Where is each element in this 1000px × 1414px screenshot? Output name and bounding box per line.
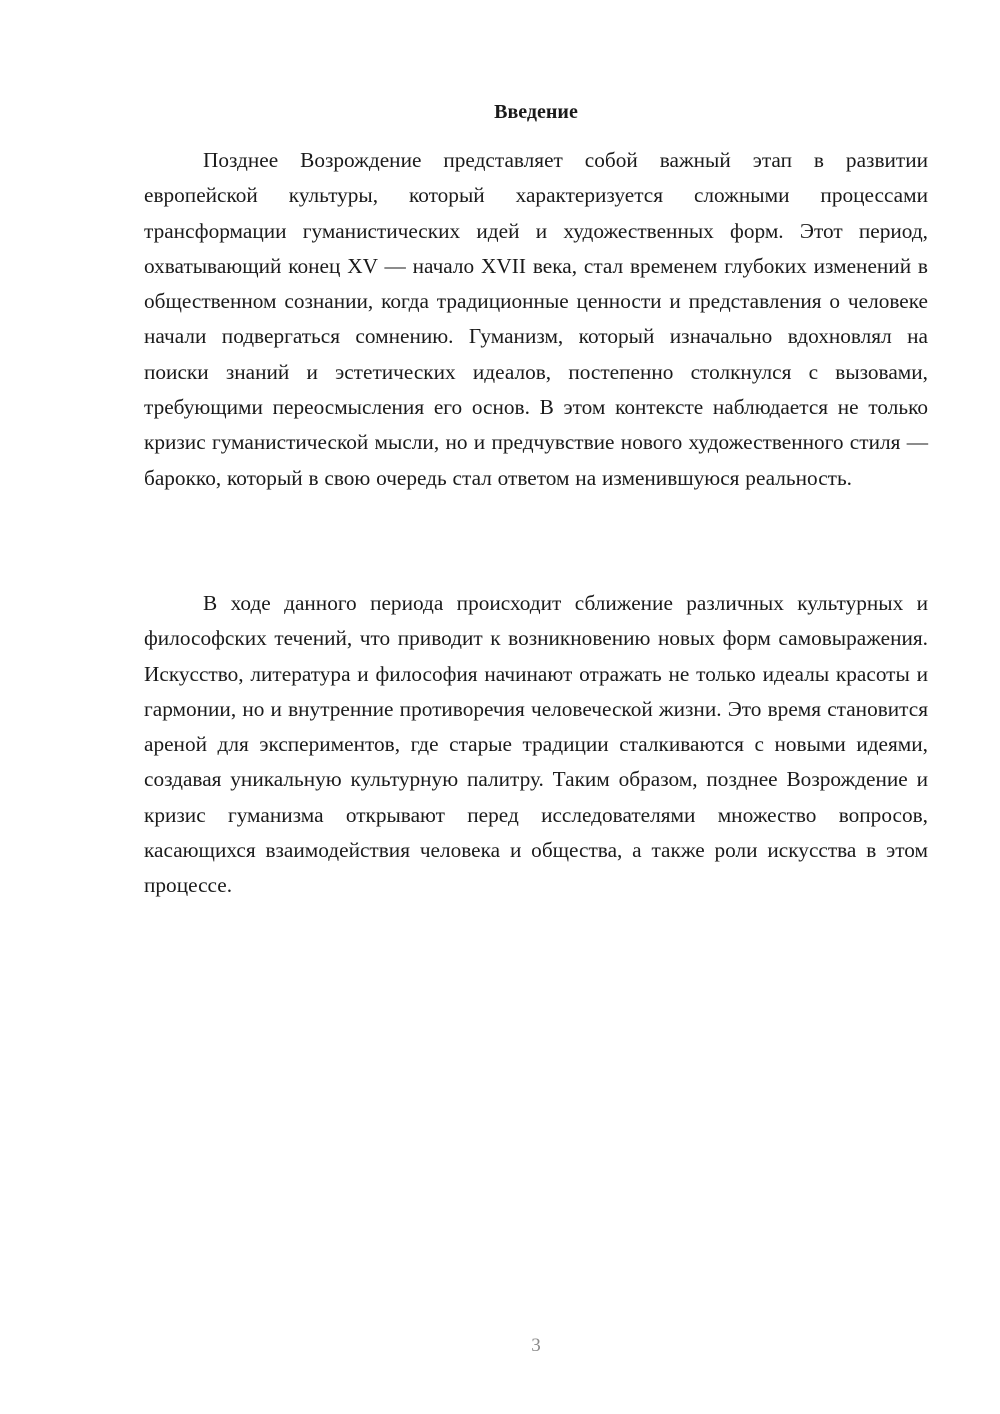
paragraph-1: Позднее Возрождение представляет собой важный этап в развитии европейской культуры, который характеризуется сложными процессами трансформации гуманистических идей и художественных форм. Этот период, охватывающий конец XV — начало XVII века, стал временем глубоких изменений в общественном сознании, когда традиционные ценности и представления о человеке начали подвергаться сомнению. Гуманизм, который изначально вдохновлял на поиски знаний и эстетических идеалов, постепенно столкнулся с вызовами, требующими переосмысления его основ. В этом контексте наблюдается не только кризис гуманистической мысли, но и предчувствие нового художественного стиля — барокко, который в свою очередь стал ответом на изменившуюся реальность. — [144, 148, 928, 490]
section-heading: Введение — [494, 101, 578, 123]
paragraph-2: В ходе данного периода происходит сближение различных культурных и философских течений, что приводит к возникновению новых форм самовыражения. Искусство, литература и философия начинают отражать не только идеалы красоты и гармонии, но и внутренние противоречия человеческой жизни. Это время становится ареной для экспериментов, где старые традиции сталкиваются с новыми идеями, создавая уникальную культурную палитру. Таким образом, позднее Возрождение и кризис гуманизма открывают перед исследователями множество вопросов, касающихся взаимодействия человека и общества, а также роли искусства в этом процессе. — [144, 591, 928, 898]
page-number: 3 — [531, 1335, 541, 1356]
